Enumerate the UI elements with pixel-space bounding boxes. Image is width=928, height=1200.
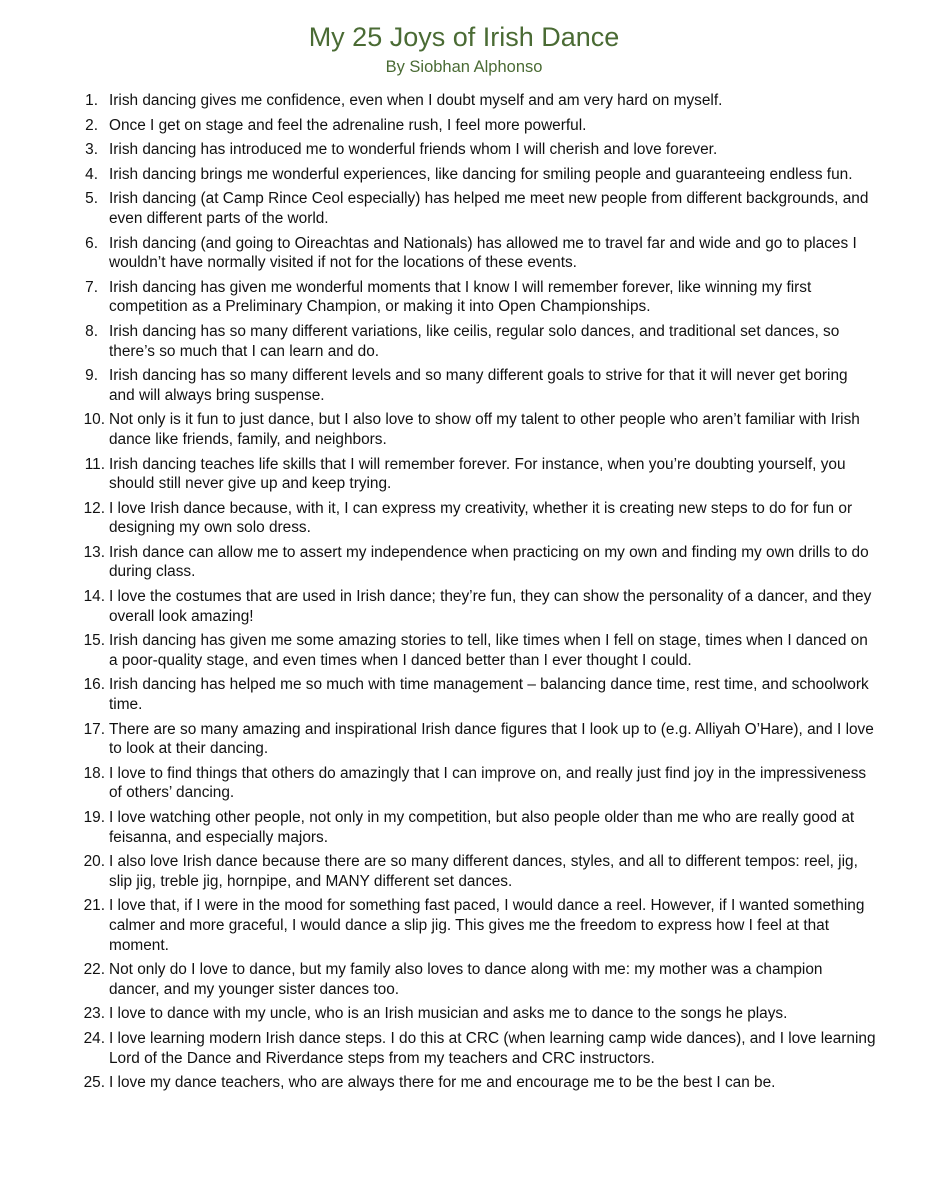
list-item (0, 140, 928, 160)
list-item-text: Not only is it fun to just dance, but I also love to show off my talent to other people who aren’t familiar with Irish dance like friends, family, and neighbors. (109, 411, 860, 448)
list-item-number: 21. (83, 897, 105, 915)
list-item-number: 23. (83, 1005, 105, 1023)
list-item (0, 960, 928, 999)
list-item-number: 3. (85, 141, 98, 159)
list-item (0, 720, 928, 759)
list-item (0, 91, 928, 111)
list-item-number: 14. (83, 588, 105, 606)
list-item-number: 17. (83, 720, 105, 738)
list-item-text: I love that, if I were in the mood for something fast paced, I would dance a reel. However, if I wanted something calmer and more graceful, I would dance a slip jig. This gives me the freedom to express how I feel at that moment. (109, 897, 865, 954)
list-item-text: I love Irish dance because, with it, I can express my creativity, whether it is creating new steps to do for fun or designing my own solo dress. (109, 499, 853, 537)
list-item-text: Once I get on stage and feel the adrenaline rush, I feel more powerful. (109, 116, 587, 134)
list-item-text: Irish dancing has so many different levels and so many different goals to strive for that it will never get boring and will always bring suspense. (109, 367, 848, 404)
list-item (0, 852, 928, 891)
list-item (0, 322, 928, 361)
list-item-number: 18. (83, 764, 105, 782)
list-item (0, 896, 928, 955)
list-item-text: I love my dance teachers, who are always there for me and encourage me to be the best I can be. (109, 1074, 776, 1092)
list-item-text: I love learning modern Irish dance steps. I do this at CRC (when learning camp wide dances), and I love learning Lord of the Dance and Riverdance steps from my teachers and CRC instructors. (109, 1029, 876, 1067)
list-item (0, 675, 928, 714)
list-item (0, 410, 928, 449)
list-item-text: I love the costumes that are used in Irish dance; they’re fun, they can show the personality of a dancer, and they overall look amazing! (109, 588, 872, 625)
list-item (0, 1029, 928, 1068)
list-item-number: 2. (85, 116, 98, 134)
list-item (0, 1004, 928, 1024)
list-item-text: Irish dancing has given me wonderful moments that I know I will remember forever, like winning my first competition as a Preliminary Champion, or making it into Open Championships. (109, 278, 812, 316)
list-item-number: 6. (85, 234, 98, 252)
list-item-number: 1. (85, 92, 98, 109)
list-item-number: 9. (85, 367, 98, 385)
list-item-text: Not only do I love to dance, but my family also loves to dance along with me: my mother was a champion dancer, and my younger sister dances too. (109, 961, 823, 998)
list-item-text: I love to dance with my uncle, who is an Irish musician and asks me to dance to the songs he plays. (109, 1005, 788, 1023)
joys-list (0, 91, 928, 1098)
list-item-text: I love to find things that others do amazingly that I can improve on, and really just find joy in the impressiveness of others’ dancing. (109, 764, 867, 802)
list-item-number: 15. (83, 632, 105, 650)
list-item-number: 5. (85, 190, 98, 208)
list-item-number: 24. (83, 1029, 105, 1047)
list-item-text: There are so many amazing and inspirational Irish dance figures that I look up to (e.g. Alliyah O’Hare), and I love to look at their dancing. (109, 720, 874, 758)
list-item (0, 543, 928, 582)
list-item-text: Irish dancing brings me wonderful experiences, like dancing for smiling people and guaranteeing endless fun. (109, 165, 853, 183)
list-item-number: 11. (84, 455, 105, 473)
list-item-text: Irish dance can allow me to assert my independence when practicing on my own and finding my own drills to do during class. (109, 543, 869, 581)
list-item-number: 13. (83, 543, 105, 561)
list-item-number: 22. (83, 961, 105, 979)
list-item-text: Irish dancing has helped me so much with time management – balancing dance time, rest time, and schoolwork time. (109, 676, 869, 714)
list-item-number: 12. (83, 499, 105, 517)
list-item (0, 587, 928, 626)
list-item (0, 631, 928, 670)
list-item-text: Irish dancing has introduced me to wonderful friends whom I will cherish and love forever. (109, 141, 718, 159)
list-item-number: 7. (85, 278, 98, 296)
list-item (0, 1073, 928, 1093)
list-item-number: 8. (85, 322, 98, 340)
list-item (0, 189, 928, 228)
list-item (0, 808, 928, 847)
list-item-number: 10. (83, 411, 105, 429)
list-item-number: 16. (83, 676, 105, 694)
list-item-number: 19. (83, 809, 105, 826)
list-item-text: Irish dancing has given me some amazing stories to tell, like times when I fell on stage, times when I danced on a poor-quality stage, and even times when I danced better than I ever thought I could. (109, 632, 868, 669)
list-item-text: Irish dancing teaches life skills that I will remember forever. For instance, when you’re doubting yourself, you should still never give up and keep trying. (109, 455, 846, 493)
list-item (0, 499, 928, 538)
list-item-text: Irish dancing (at Camp Rince Ceol especially) has helped me meet new people from different backgrounds, and even different parts of the world. (109, 190, 869, 227)
list-item (0, 764, 928, 803)
document-title: My 25 Joys of Irish Dance (308, 22, 620, 52)
document-byline: By Siobhan Alphonso (385, 58, 543, 76)
list-item-text: Irish dancing has so many different variations, like ceilis, regular solo dances, and traditional set dances, so there’s so much that I can learn and do. (109, 322, 840, 360)
list-item (0, 234, 928, 273)
list-item-number: 4. (85, 165, 98, 183)
list-item-text: I also love Irish dance because there are so many different dances, styles, and all to different tempos: reel, jig, slip jig, treble jig, hornpipe, and MANY different set dances. (109, 853, 858, 890)
list-item (0, 165, 928, 185)
list-item (0, 455, 928, 494)
list-item-text: I love watching other people, not only in my competition, but also people older than me who are really good at feisanna, and especially majors. (109, 809, 855, 846)
list-item (0, 278, 928, 317)
list-item-number: 20. (83, 853, 105, 871)
list-item-text: Irish dancing gives me confidence, even when I doubt myself and am very hard on myself. (109, 92, 723, 109)
list-item-text: Irish dancing (and going to Oireachtas and Nationals) has allowed me to travel far and wide and go to places I wouldn’t have normally visited if not for the locations of these events. (109, 234, 857, 272)
list-item (0, 116, 928, 136)
list-item-number: 25. (83, 1074, 105, 1092)
list-item (0, 366, 928, 405)
